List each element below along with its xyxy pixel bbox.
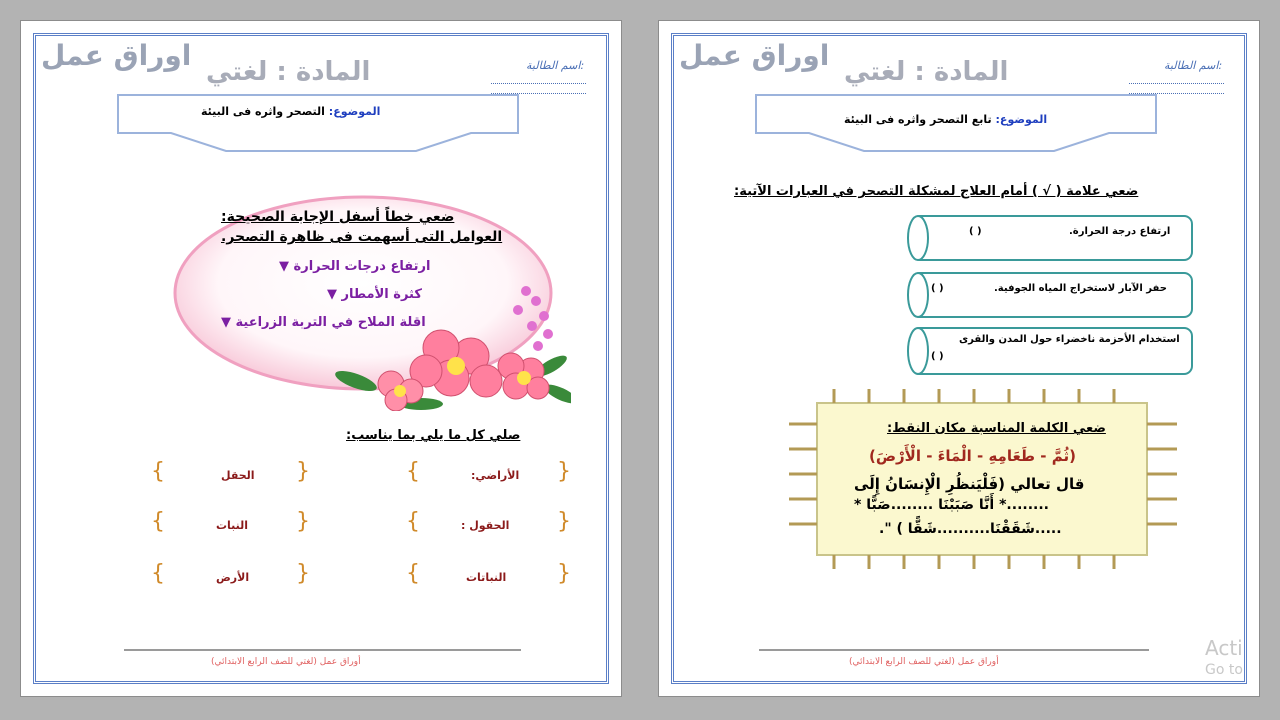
subject-watermark: المادة : لغتي: [844, 57, 1009, 87]
verse-line: .....شَقَقْنَا..........شَقًّا ) ".: [879, 521, 1062, 537]
subject-watermark: المادة : لغتي: [206, 57, 371, 87]
brace-open: {: [406, 509, 420, 534]
statement-text: ارتفاع درجة الحرارة.: [1069, 226, 1171, 237]
topic-line: [844, 113, 1047, 126]
left-worksheet-page: [20, 20, 622, 697]
worksheet-title-watermark: اوراق عمل: [679, 39, 830, 72]
footer-text: أوراق عمل (لغتي للصف الرابع الابتدائي): [849, 657, 999, 667]
brace-close: }: [296, 459, 310, 484]
worksheet-title-watermark: اوراق عمل: [41, 39, 192, 72]
bullet-icon: ▼: [279, 259, 289, 274]
fill-in-heading: ضعي الكلمة المناسبة مكان النقط:: [887, 421, 1106, 436]
topic-label: الموضوع:: [328, 105, 381, 118]
topic-line: [201, 105, 380, 118]
statement-cylinder: [904, 271, 1199, 321]
answer-item: ارتفاع درجات الحرارة ▼: [279, 259, 431, 274]
verse-line: ........* أَنَّا صَبَبْنَا ........صَبًّا *: [854, 497, 1049, 513]
student-name-label: اسم الطالبة:: [526, 59, 585, 72]
topic-label: الموضوع:: [995, 113, 1048, 126]
verse-line: قال تعالي (فَلْيَنظُرِ الْإِنسَانُ إِلَى: [854, 475, 1085, 493]
answer-parentheses[interactable]: ( ): [931, 283, 944, 294]
match-left-item: الأرض: [216, 571, 250, 584]
match-right-item: الأراضي:: [471, 469, 520, 482]
brace-open: {: [151, 459, 165, 484]
name-dotted-line: [491, 83, 586, 84]
instruction-heading: ضعي علامة ( √ ) أمام العلاج لمشكلة التصحر في العبارات الآتية:: [734, 184, 1139, 199]
bullet-icon: ▼: [221, 315, 231, 330]
statement-text: حفر الآبار لاستخراج المياه الجوفية.: [994, 283, 1167, 294]
statement-cylinder: [904, 214, 1199, 264]
activation-watermark-line1: Acti: [1205, 636, 1243, 660]
flower-clipart: [326, 276, 571, 411]
brace-close: }: [296, 561, 310, 586]
brace-close: }: [557, 509, 571, 534]
activation-watermark-line2: Go to: [1205, 662, 1243, 678]
word-bank: (ثُمَّ - طَعَامِهِ - الْمَاءَ - الْأَرْضَ): [869, 447, 1076, 465]
statement-text: استخدام الأحزمة ناخضراء حول المدن والقرى: [959, 334, 1180, 345]
match-left-item: الحقل: [221, 469, 255, 482]
circle-heading: ضعي خطاً أسفل الإجابة الصحيحة:: [221, 209, 455, 225]
answer-item: اقلة الملاح في التربة الزراعية ▼: [221, 315, 426, 330]
student-name-label: اسم الطالبة:: [1164, 59, 1223, 72]
brace-open: {: [151, 561, 165, 586]
brace-open: {: [151, 509, 165, 534]
match-right-item: النباتات: [466, 571, 507, 584]
circle-subheading: العوامل التى أسهمت فى ظاهرة التصحر.: [221, 229, 503, 245]
topic-arrow-shape: [116, 93, 526, 155]
brace-close: }: [557, 561, 571, 586]
footer-text: أوراق عمل (لغتي للصف الرابع الابتدائي): [211, 657, 361, 667]
answer-parentheses[interactable]: ( ): [969, 226, 982, 237]
right-worksheet-page: [658, 20, 1260, 697]
match-left-item: النبات: [216, 519, 249, 532]
footer-divider: [124, 649, 521, 651]
brace-open: {: [406, 561, 420, 586]
bullet-icon: ▼: [327, 287, 337, 302]
matching-heading: صلي كل ما يلي بما يناسب:: [346, 428, 521, 443]
answer-parentheses[interactable]: ( ): [931, 351, 944, 362]
topic-text: تابع التصحر واثره فى البيئة: [844, 113, 992, 126]
topic-text: التصحر واثره فى البيئة: [201, 105, 325, 118]
brace-open: {: [406, 459, 420, 484]
brace-close: }: [296, 509, 310, 534]
answer-item: كثرة الأمطار ▼: [327, 287, 422, 302]
brace-close: }: [557, 459, 571, 484]
footer-divider: [759, 649, 1149, 651]
name-dotted-line: [1129, 83, 1224, 84]
match-right-item: الحقول :: [461, 519, 510, 532]
